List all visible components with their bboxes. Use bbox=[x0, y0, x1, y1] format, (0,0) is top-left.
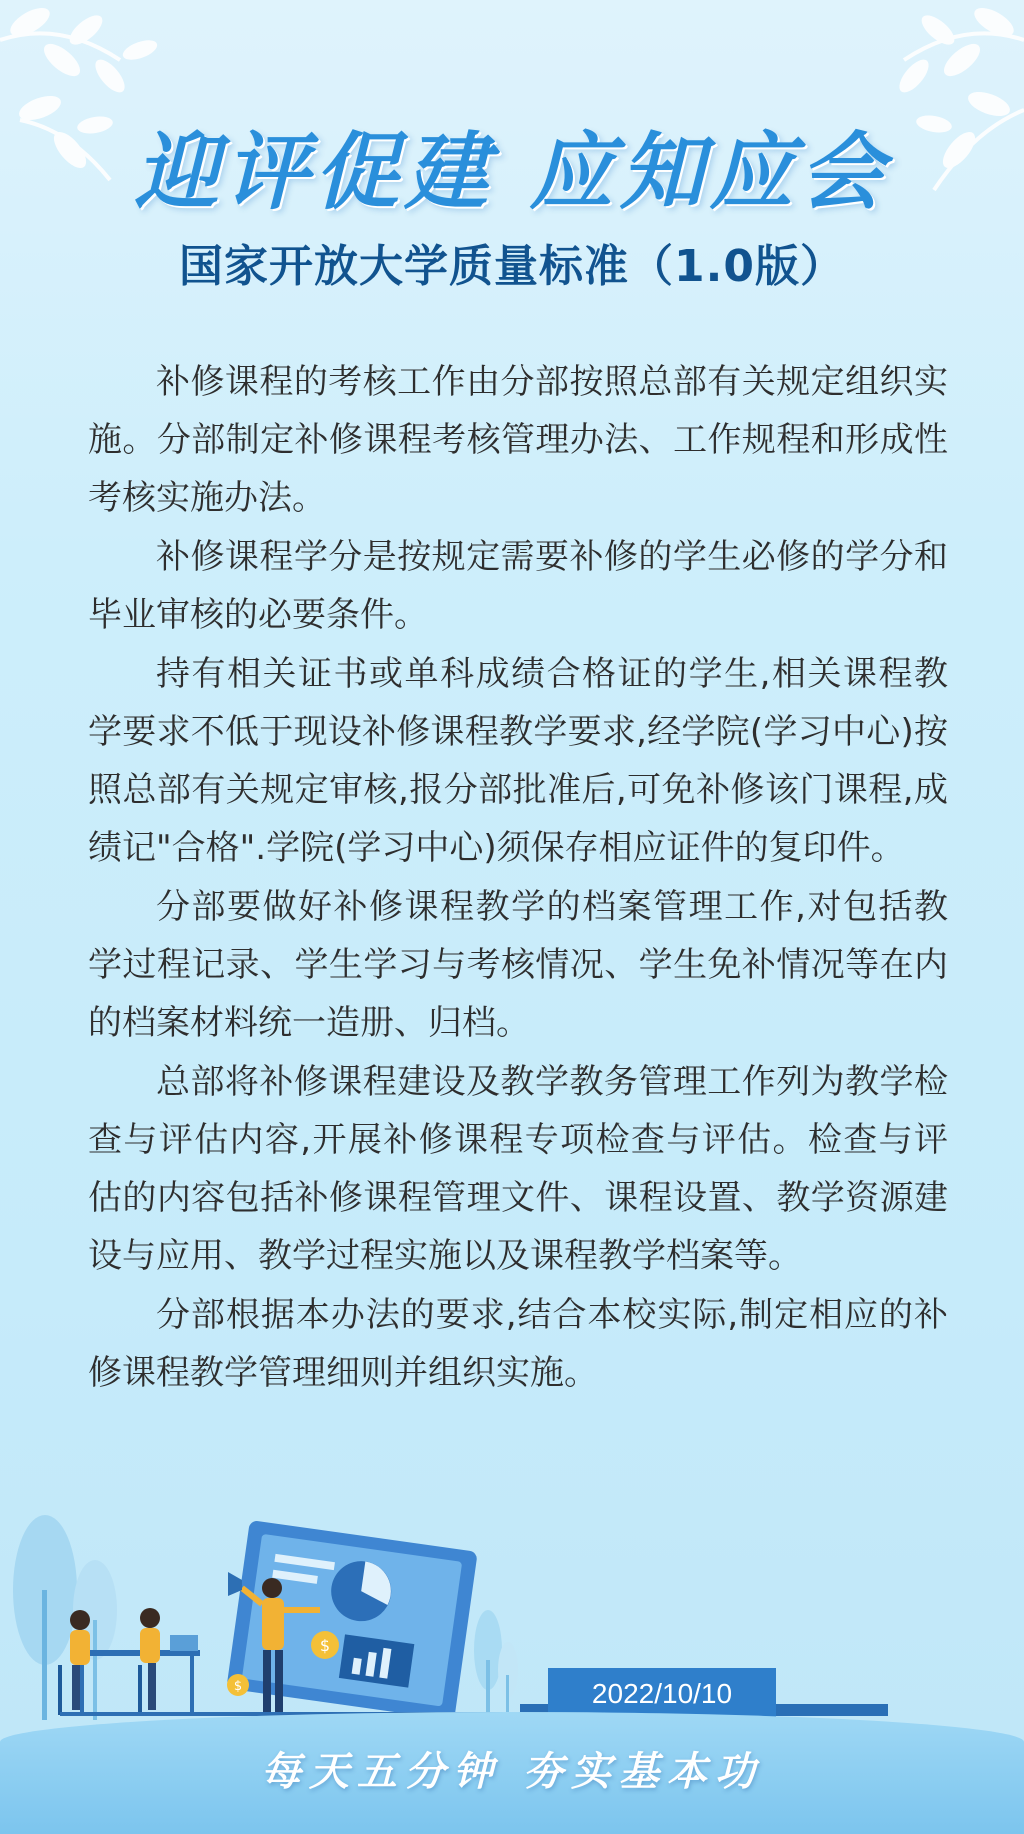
paragraph: 分部根据本办法的要求,结合本校实际,制定相应的补修课程教学管理细则并组织实施。 bbox=[88, 1295, 948, 1393]
paragraph: 补修课程学分是按规定需要补修的学生必修的学分和毕业审核的必要条件。 bbox=[88, 537, 948, 635]
page-subtitle: 国家开放大学质量标准（1.0版） bbox=[179, 241, 845, 292]
footer-slogan: 每天五分钟 夯实基本功 bbox=[261, 1748, 763, 1795]
paragraph: 补修课程的考核工作由分部按照总部有关规定组织实施。分部制定补修课程考核管理办法、工作规程和形成性考核实施办法。 bbox=[88, 362, 948, 518]
svg-text:$: $ bbox=[319, 1636, 331, 1655]
date-badge: 2022/10/10 bbox=[548, 1668, 776, 1720]
body-text bbox=[88, 353, 948, 1403]
office-illustration bbox=[0, 1500, 1024, 1730]
page-title: 迎评促建 应知应会 bbox=[134, 122, 890, 221]
paragraph: 持有相关证书或单科成绩合格证的学生,相关课程教学要求不低于现设补修课程教学要求,经学院(学习中心)按照总部有关规定审核,报分部批准后,可免补修该门课程,成绩记"合格".学院(学习中心)须保存相应证件的复印件。 bbox=[88, 654, 948, 868]
paragraph: 分部要做好补修课程教学的档案管理工作,对包括教学过程记录、学生学习与考核情况、学生免补情况等在内的档案材料统一造册、归档。 bbox=[88, 887, 948, 1043]
svg-text:$: $ bbox=[233, 1679, 243, 1694]
paragraph: 总部将补修课程建设及教学教务管理工作列为教学检查与评估内容,开展补修课程专项检查与评估。检查与评估的内容包括补修课程管理文件、课程设置、教学资源建设与应用、教学过程实施以及课程教学档案等。 bbox=[88, 1062, 948, 1276]
